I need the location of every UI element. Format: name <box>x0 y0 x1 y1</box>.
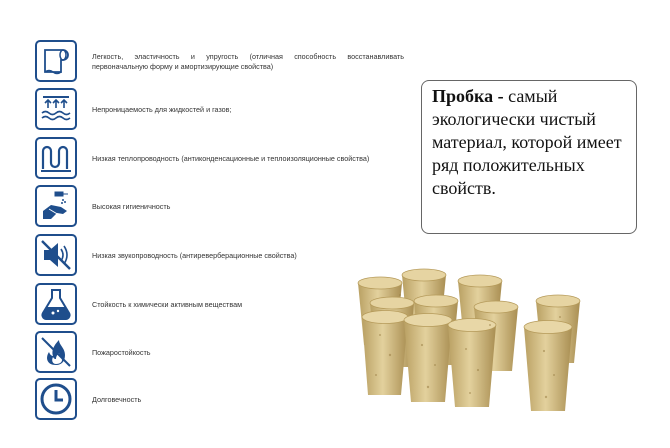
callout-text: самый экологически чистый материал, которой имеет ряд положительных свойств. <box>432 86 622 198</box>
feature-row-elasticity <box>35 40 425 84</box>
cork-stopper <box>362 311 408 396</box>
feature-text: Низкая звукопроводность (антиреверберационные свойства) <box>92 251 297 260</box>
muted-speaker-icon <box>35 234 77 276</box>
cork-stoppers-image <box>340 265 605 440</box>
callout-heading: Пробка - <box>432 86 504 106</box>
cork-stopper <box>524 321 572 412</box>
heat-insulation-icon <box>35 137 77 179</box>
feature-text: Долговечность <box>92 395 142 404</box>
feature-text: Пожаростойкость <box>92 348 151 357</box>
elastic-roll-icon <box>35 40 77 82</box>
cork-stopper <box>404 314 452 403</box>
chemical-flask-icon <box>35 283 77 325</box>
clock-icon <box>35 378 77 420</box>
feature-text: Низкая теплопроводность (антиконденсационные и теплоизоляционные свойства) <box>92 154 370 163</box>
feature-text: Легкость, эластичность и упругость (отличная способность восстанавливать первоначальную форму и амортизирующие свойства) <box>92 52 404 71</box>
feature-text: Высокая гигиеничность <box>92 202 171 211</box>
cork-stopper <box>448 319 496 408</box>
impermeable-icon <box>35 88 77 130</box>
cork-info-callout <box>421 80 637 234</box>
fire-icon <box>35 331 77 373</box>
feature-text: Стойкость к химически активным веществам <box>92 300 243 309</box>
feature-text: Непроницаемость для жидкостей и газов; <box>92 105 232 114</box>
feature-row-heat <box>35 137 425 181</box>
feature-row-impermeable <box>35 88 425 132</box>
feature-row-hygiene <box>35 185 425 229</box>
hygiene-hands-icon <box>35 185 77 227</box>
